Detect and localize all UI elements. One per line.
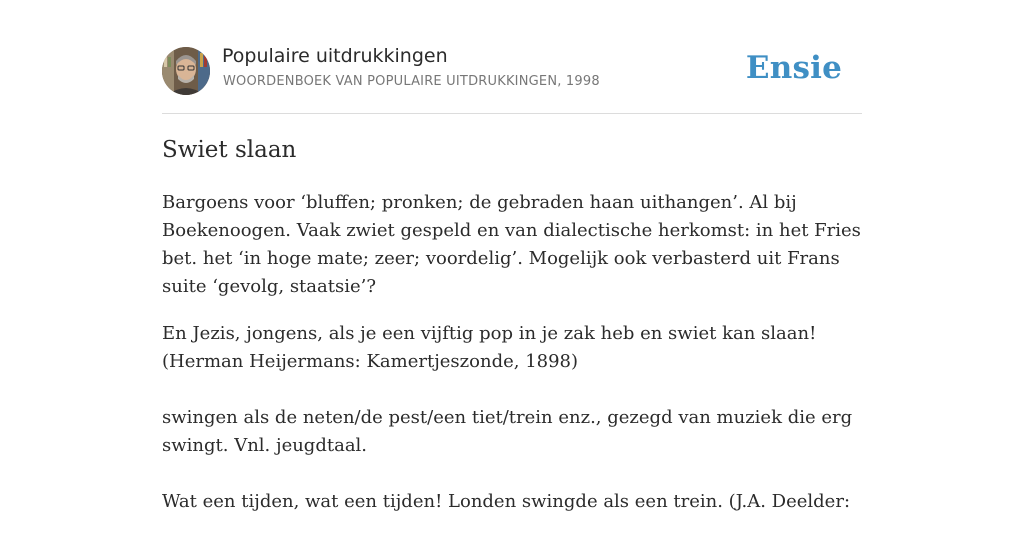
ensie-logo[interactable]: Ensie	[745, 50, 842, 86]
source-title[interactable]: Populaire uitdrukkingen	[222, 45, 448, 67]
source-header	[162, 0, 862, 114]
author-portrait-icon	[162, 47, 210, 95]
entry-paragraph-related: swingen als de neten/de pest/een tiet/trein enz., gezegd van muziek die erg swingt. Vnl. jeugdtaal.	[162, 407, 853, 456]
entry-paragraph-quote-2: Wat een tijden, wat een tijden! Londen swingde als een trein. (J.A. Deelder:	[162, 491, 851, 512]
source-subtitle: WOORDENBOEK VAN POPULAIRE UITDRUKKINGEN, 1998	[223, 74, 600, 89]
entry-headword: Swiet slaan	[162, 137, 297, 163]
entry-body	[162, 189, 862, 535]
author-avatar[interactable]	[162, 47, 210, 95]
entry-paragraph-definition: Bargoens voor ‘bluffen; pronken; de gebraden haan uithangen’. Al bij Boekenoogen. Vaak zwiet gespeld en van dialectische herkomst: in het Fries bet. het ‘in hoge mate; zeer; voordelig’. Mogelijk ook verbasterd uit Frans suite ‘gevolg, staatsie’?	[162, 192, 861, 297]
entry-page	[162, 0, 862, 512]
entry-paragraph-quote: En Jezis, jongens, als je een vijftig pop in je zak heb en swiet kan slaan! (Herman Heijermans: Kamertjeszonde, 1898)	[162, 323, 817, 372]
